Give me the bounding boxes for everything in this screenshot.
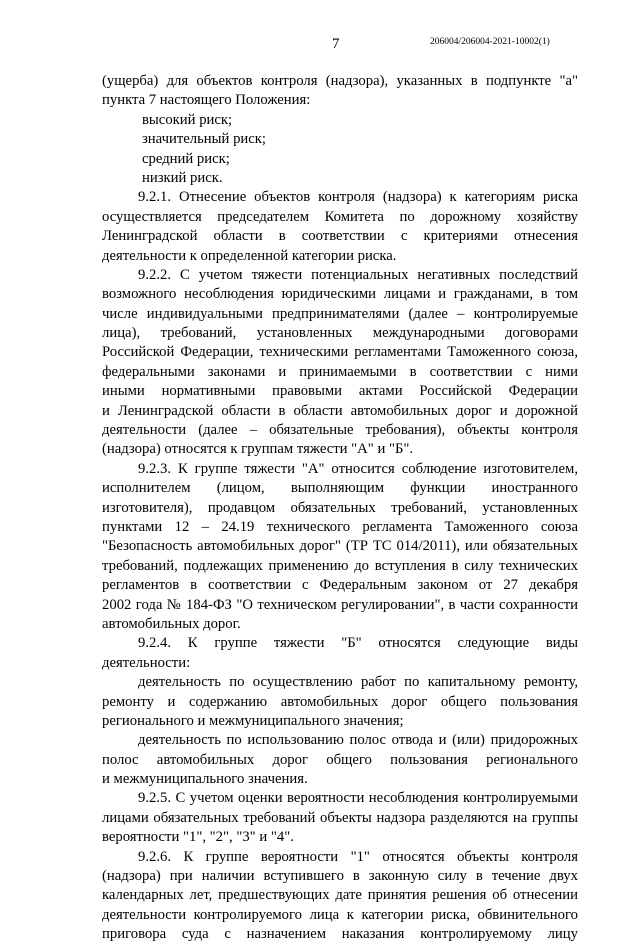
text-line: изготовителя), продавцом обязательных требований, установленных xyxy=(102,499,578,516)
text-line: 9.2.6. К группе вероятности "1" относятся объекты контроля xyxy=(138,848,578,865)
text-line: (надзора) относятся к группам тяжести "А" и "Б". xyxy=(102,441,414,458)
text-line: и Ленинградской области в области автомобильных дорог и дорожной xyxy=(102,402,578,419)
text-line: средний риск; xyxy=(142,150,230,167)
text-line: автомобильных дорог. xyxy=(102,615,241,632)
text-line: (надзора) при наличии вступившего в законную силу в течение двух xyxy=(102,868,578,885)
text-line: исполнителем (лицом, выполняющим функции иностранного xyxy=(102,480,578,497)
text-line: деятельность по использованию полос отвода и (или) придорожных xyxy=(138,732,578,749)
text-line: Ленинградской области в соответствии с критериями отнесения xyxy=(102,228,578,245)
text-line: деятельности: xyxy=(102,654,191,671)
text-line: пунктами 12 – 24.19 технического регламента Таможенного союза xyxy=(102,518,578,535)
text-line: деятельности (далее – обязательные требования), объекты контроля xyxy=(102,422,578,439)
text-line: лицами обязательных требований объекты надзора разделяются на группы xyxy=(102,809,578,826)
text-line: значительный риск; xyxy=(142,131,267,148)
text-line: требований, подлежащих применению до вступления в силу технических xyxy=(102,557,578,574)
text-line: пункта 7 настоящего Положения: xyxy=(102,92,311,109)
document-body xyxy=(102,72,578,945)
text-line: 9.2.5. С учетом оценки вероятности несоблюдения контролируемыми xyxy=(138,790,578,807)
text-line: и межмуниципального значения. xyxy=(102,771,308,788)
text-line: федеральными законами и принимаемыми в соответствии с ними xyxy=(102,363,578,380)
document-id: 206004/206004-2021-10002(1) xyxy=(430,37,550,47)
text-line: "Безопасность автомобильных дорог" (ТР ТС 014/2011), или обязательных xyxy=(102,538,578,555)
text-line: деятельности к определенной категории риска. xyxy=(102,247,397,264)
text-line: высокий риск; xyxy=(142,111,233,128)
text-line: деятельность по осуществлению работ по капитальному ремонту, xyxy=(138,674,578,691)
text-line: Российской Федерации, техническими регламентами Таможенного союза, xyxy=(102,344,578,361)
text-line: деятельности контролируемого лица к категории риска, обвинительного xyxy=(102,906,578,923)
text-line: ремонту и содержанию автомобильных дорог общего пользования xyxy=(102,693,578,710)
text-line: приговора суда с назначением наказания контролируемому лицу xyxy=(102,926,578,943)
text-line: вероятности "1", "2", "3" и "4". xyxy=(102,829,294,846)
text-line: 2002 года № 184-ФЗ "О техническом регулировании", в части сохранности xyxy=(102,596,578,613)
text-line: лица), требований, установленных международными договорами xyxy=(102,325,578,342)
text-line: (ущерба) для объектов контроля (надзора), указанных в подпункте "а" xyxy=(102,73,578,89)
text-line: 9.2.2. С учетом тяжести потенциальных негативных последствий xyxy=(138,266,578,283)
page-number: 7 xyxy=(332,36,340,52)
text-line: осуществляется председателем Комитета по дорожному хозяйству xyxy=(102,208,578,225)
text-line: иными нормативными правовыми актами Российской Федерации xyxy=(102,383,578,400)
text-line: 9.2.1. Отнесение объектов контроля (надзора) к категориям риска xyxy=(138,189,578,206)
text-line: 9.2.3. К группе тяжести "А" относится соблюдение изготовителем, xyxy=(138,460,578,477)
text-line: регионального и межмуниципального значения; xyxy=(102,712,404,729)
text-line: полос автомобильных дорог общего пользования регионального xyxy=(102,751,578,768)
text-line: 9.2.4. К группе тяжести "Б" относятся следующие виды xyxy=(138,635,578,652)
text-line: возможного несоблюдения юридическими лицами и гражданами, в том xyxy=(102,286,578,303)
text-line: регламентов в соответствии с Федеральным законом от 27 декабря xyxy=(102,577,578,594)
text-line: календарных лет, предшествующих дате принятия решения об отнесении xyxy=(102,887,578,904)
text-line: низкий риск. xyxy=(142,169,223,186)
text-line: числе индивидуальными предпринимателями (далее – контролируемые xyxy=(102,305,578,322)
